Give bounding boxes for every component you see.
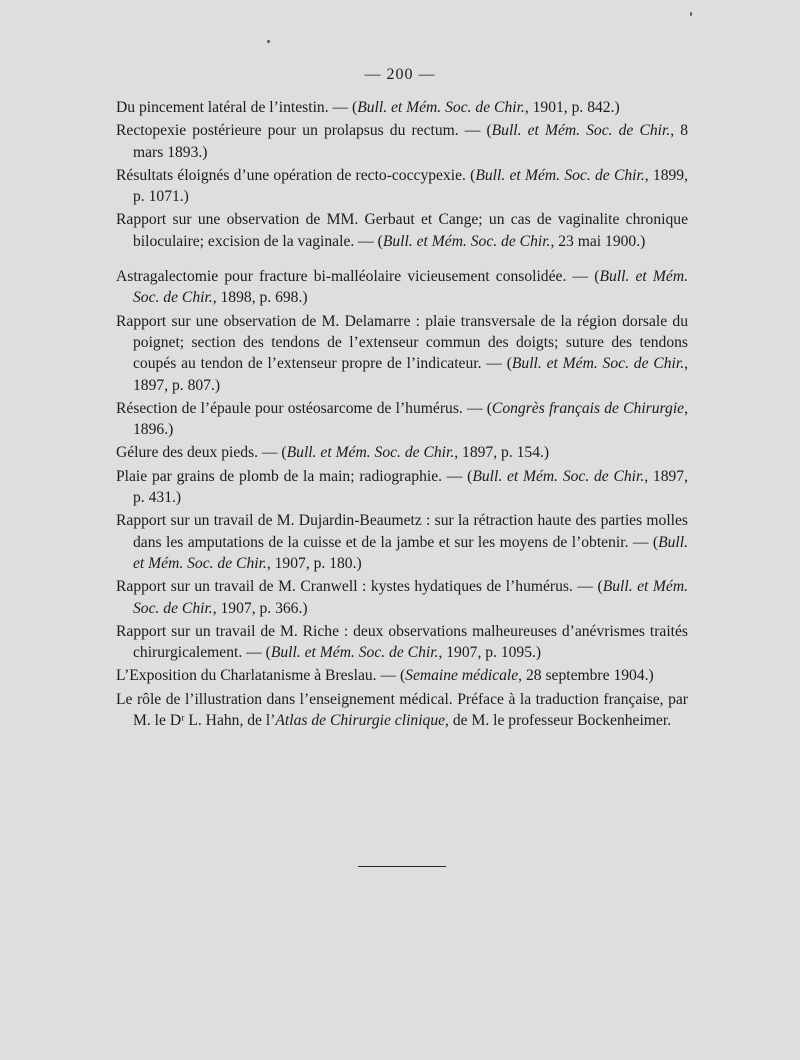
entry-citation: , 1907, p. 366.) [212, 599, 308, 617]
entry-source: Bull. et Mém. Soc. de Chir. [357, 99, 525, 116]
bibliography-entry [116, 97, 688, 118]
entry-citation: , 1898, p. 698.) [212, 289, 308, 307]
entry-source: Bull. et Mém. Soc. de Chir. [382, 232, 551, 250]
bibliography-entry [116, 510, 688, 574]
entry-citation: , de M. le professeur Bockenheimer. [445, 712, 672, 730]
entry-citation: , 28 septembre 1904.) [518, 667, 654, 685]
entry-source: Bull. et Mém. Soc. de Chir. [133, 533, 688, 572]
entry-citation: , 1897, p. 154.) [454, 444, 550, 462]
entry-citation: , 1897, p. 807.) [133, 355, 688, 394]
entry-source: Bull. et Mém. Soc. de Chir. [491, 122, 671, 140]
entry-source: Bull. et Mém. Soc. de Chir. [475, 166, 645, 184]
bibliography-entry [116, 209, 688, 252]
end-rule [358, 866, 446, 867]
entry-title: Rapport sur une observation de M. Delamarre : plaie transversale de la région dorsale du poignet; section des tendons de l’extenseur commun des doigts; suture des tendons coupés au tendon de l’extenseur propre de l’indicateur. — ( [116, 312, 688, 373]
bibliography-entry [116, 466, 688, 509]
entry-citation: , 1899, p. 1071.) [133, 166, 688, 206]
bibliography-entry [116, 266, 688, 309]
bibliography-entry [116, 398, 688, 441]
bibliography-list [116, 97, 688, 733]
bibliography-entry [116, 665, 688, 686]
entry-title: Astragalectomie pour fracture bi-malléolaire vicieusement consolidée. — ( [116, 268, 600, 286]
bibliography-entry [116, 120, 688, 163]
entry-citation: , 8 mars 1893.) [133, 122, 689, 161]
entry-title: Plaie par grains de plomb de la main; radiographie. — ( [116, 467, 473, 485]
entry-title: Rectopexie postérieure pour un prolapsus du rectum. — ( [116, 122, 492, 140]
entry-citation: , 1907, p. 1095.) [438, 644, 542, 662]
entry-title: L’Exposition du Charlatanisme à Breslau. — ( [116, 667, 406, 685]
entry-source: Bull. et Mém. Soc. de Chir. [270, 644, 439, 662]
entry-source: Semaine médicale [405, 667, 519, 685]
entry-source: Bull. et Mém. Soc. de Chir. [286, 444, 455, 462]
bibliography-entry [116, 165, 688, 208]
print-speck [267, 40, 270, 43]
page-number: — 200 — [364, 66, 436, 83]
entry-citation: , 23 mai 1900.) [550, 232, 646, 250]
entry-source: Bull. et Mém. Soc. de Chir. [133, 578, 688, 617]
entry-citation: , 1897, p. 431.) [133, 467, 688, 507]
bibliography-entry [116, 442, 688, 463]
entry-source: Bull. et Mém. Soc. de Chir. [133, 268, 688, 307]
entry-title: Rapport sur un travail de M. Riche : deux observations malheureuses d’anévrismes traités chirurgicalement. — ( [116, 622, 688, 662]
bibliography-entry [116, 576, 688, 619]
entry-title: Du pincement latéral de l’intestin. — ( [116, 99, 358, 116]
entry-citation: , 1901, p. 842.) [524, 99, 620, 116]
entry-citation: , 1896.) [133, 399, 688, 439]
entry-source: Bull. et Mém. Soc. de Chir. [511, 355, 685, 373]
bibliography-entry [116, 621, 688, 664]
entry-title: Rapport sur un travail de M. Cranwell : kystes hydatiques de l’humérus. — ( [116, 578, 603, 596]
entry-title: Rapport sur un travail de M. Dujardin-Beaumetz : sur la rétraction haute des parties molles dans les amputations de la cuisse et de la jambe et sur les moyens de l’obtenir. — ( [116, 512, 688, 551]
entry-title: Gélure des deux pieds. — ( [116, 444, 287, 462]
entry-source: Congrès français de Chirurgie [491, 399, 685, 417]
entry-title: Résultats éloignés d’une opération de recto-coccypexie. ( [116, 166, 476, 184]
entry-source: Bull. et Mém. Soc. de Chir. [472, 467, 645, 485]
entry-source: Atlas de Chirurgie clinique [275, 712, 446, 730]
bibliography-entry [116, 311, 688, 396]
entry-title: Résection de l’épaule pour ostéosarcome de l’humérus. — ( [116, 399, 492, 417]
entry-title: Rapport sur une observation de MM. Gerbaut et Cange; un cas de vaginalite chronique biloculaire; excision de la vaginale. — ( [116, 211, 688, 250]
entry-citation: , 1907, p. 180.) [266, 554, 362, 572]
print-speck [690, 12, 692, 16]
entry-title: Le rôle de l’illustration dans l’enseignement médical. Préface à la traduction française, par M. le Dʳ L. Hahn, de l’ [116, 690, 688, 730]
bibliography-entry [116, 689, 688, 732]
